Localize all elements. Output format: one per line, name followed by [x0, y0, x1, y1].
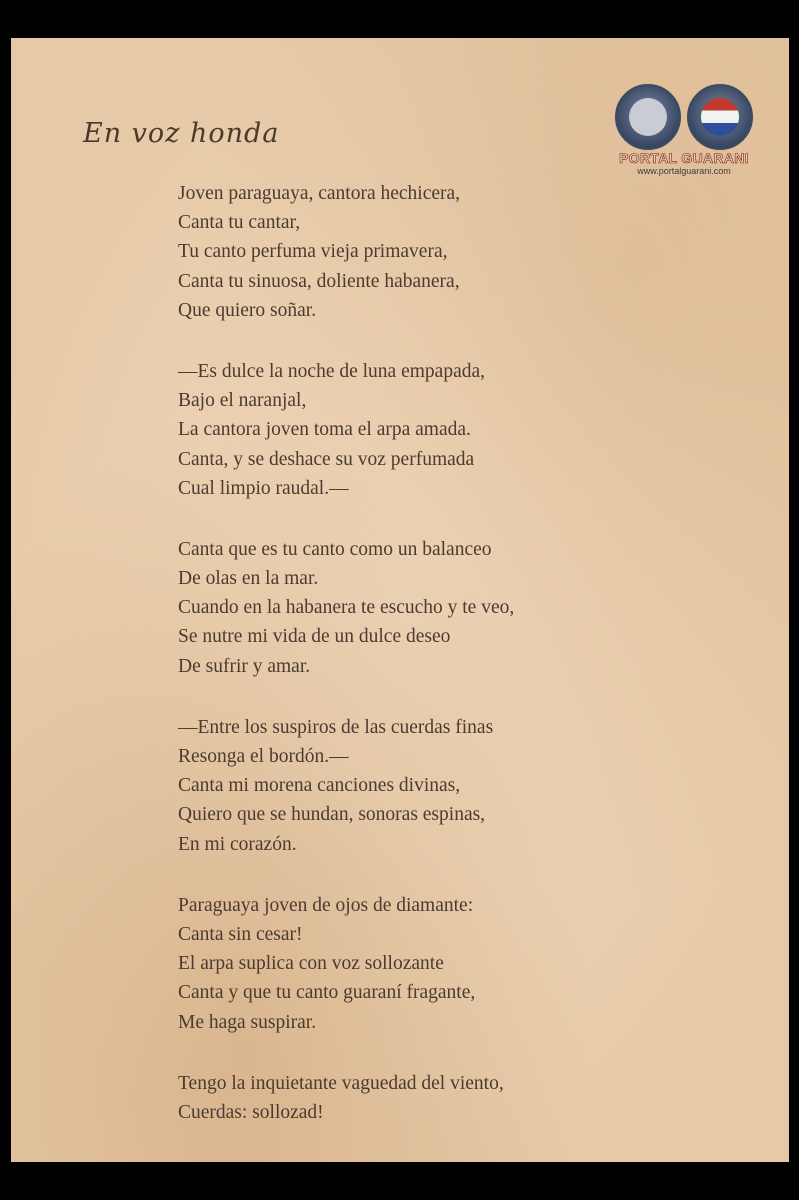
stanza	[178, 713, 738, 859]
poem-title: En voz honda	[83, 118, 280, 149]
stanza	[178, 179, 738, 325]
poem-line: Canta, y se deshace su voz perfumada	[178, 448, 475, 470]
poem-line: Se nutre mi vida de un dulce deseo	[178, 626, 451, 648]
flag-seal-icon	[687, 84, 753, 150]
seal-icon	[615, 84, 681, 150]
poem-line: Quiero que se hundan, sonoras espinas,	[178, 804, 486, 826]
poem-line: Tu canto perfuma vieja primavera,	[178, 241, 448, 263]
poem-line: Canta y que tu canto guaraní fragante,	[178, 982, 476, 1004]
poem-line: —Entre los suspiros de las cuerdas finas	[178, 716, 494, 738]
poem-body	[178, 179, 738, 1159]
poem-line: Que quiero soñar.	[178, 299, 317, 321]
poem-line: Joven paraguaya, cantora hechicera,	[178, 183, 461, 204]
logo-brand-text: PORTAL GUARANI	[619, 150, 749, 166]
stanza	[178, 535, 738, 681]
poem-line: Canta tu cantar,	[178, 212, 301, 234]
poem-line: Tengo la inquietante vaguedad del viento,	[178, 1072, 504, 1094]
poem-line: Resonga el bordón.—	[178, 746, 349, 767]
poem-line: Canta que es tu canto como un balanceo	[178, 538, 492, 560]
poem-line: De olas en la mar.	[178, 568, 319, 590]
poem-line: Canta tu sinuosa, doliente habanera,	[178, 270, 460, 292]
poem-line: La cantora joven toma el arpa amada.	[178, 419, 471, 441]
poem-line: De sufrir y amar.	[178, 655, 311, 677]
poem-line: Paraguaya joven de ojos de diamante:	[178, 894, 474, 916]
poem-line: Canta sin cesar!	[178, 923, 303, 945]
poem-line: Cual limpio raudal.—	[178, 477, 349, 499]
stanza	[178, 357, 738, 503]
poem-line: Me haga suspirar.	[178, 1011, 317, 1033]
poem-line: Cuando en la habanera te escucho y te veo,	[178, 597, 515, 619]
document-page	[11, 38, 789, 1162]
poem-line: Canta mi morena canciones divinas,	[178, 775, 461, 797]
stanza	[178, 1069, 738, 1127]
poem-line: En mi corazón.	[178, 833, 297, 855]
portal-guarani-logo	[615, 84, 753, 178]
stanza	[178, 891, 738, 1037]
poem-line: Bajo el naranjal,	[178, 390, 307, 412]
logo-url-text: www.portalguarani.com	[637, 166, 731, 176]
poem-line: El arpa suplica con voz sollozante	[178, 953, 444, 975]
poem-line: —Es dulce la noche de luna empapada,	[178, 360, 486, 382]
poem-line: Cuerdas: sollozad!	[178, 1101, 324, 1123]
